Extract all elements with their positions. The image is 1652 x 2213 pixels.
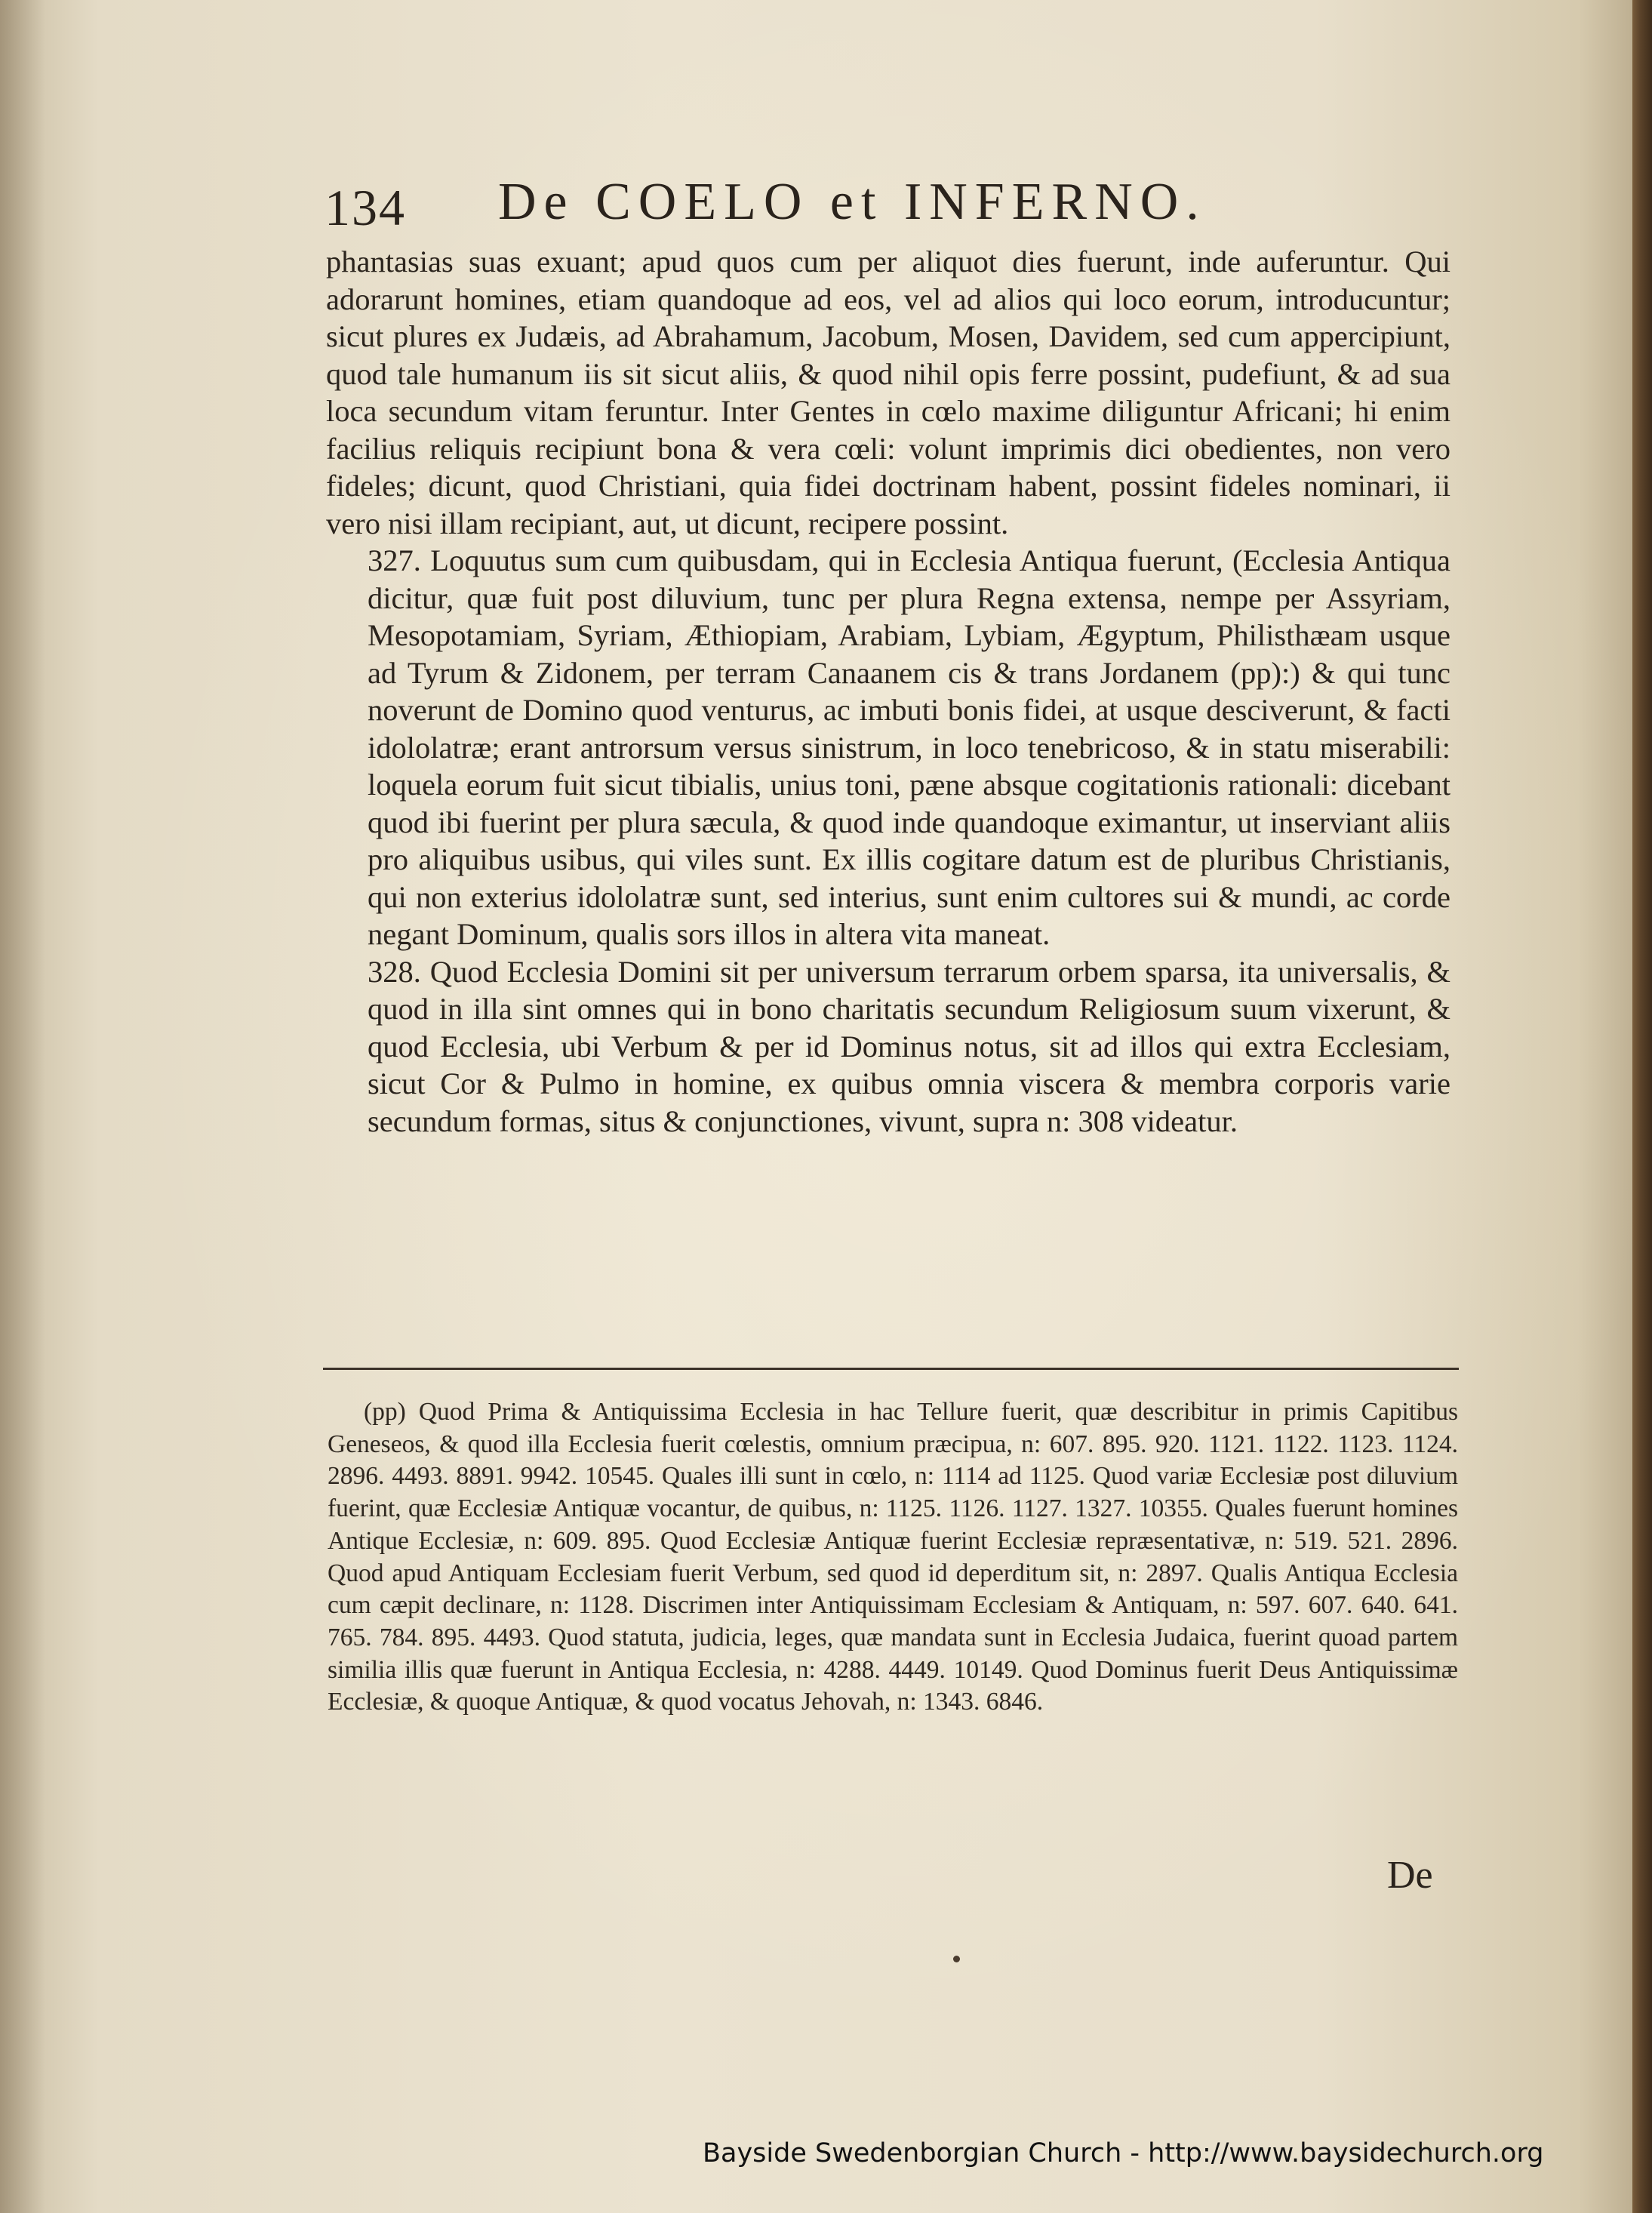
page-number: 134: [325, 179, 406, 236]
paragraph-328: 328. Quod Ecclesia Domini sit per universum terrarum orbem sparsa, ita universalis, & quod in illa sint omnes qui in bono charitatis secundum Religiosum suum vixerunt, & quod Ecclesia, ubi Verbum & per id Dominus notus, sit ad illos qui extra Ecclesiam, sicut Cor & Pulmo in homine, ex quibus omnia viscera & membra corporis varie secundum formas, situs & conjunctiones, vivunt, supra n: 308 videatur.: [368, 954, 1450, 1138]
catchword: De: [1387, 1854, 1433, 1897]
body-text: [326, 243, 1450, 1140]
ink-speck: [953, 1956, 960, 1962]
paragraph-327: 327. Loquutus sum cum quibusdam, qui in Ecclesia Antiqua fuerunt, (Ecclesia Antiqua dicitur, quæ fuit post diluvium, tunc per plura Regna extensa, nempe per Assyriam, Mesopotamiam, Syriam, Æthiopiam, Arabiam, Lybiam, Ægyptum, Philisthæam usque ad Tyrum & Zidonem, per terram Canaanem cis & trans Jordanem (pp):) & qui tunc noverunt de Domino quod venturus, ac imbuti bonis fidei, at usque desciverunt, & facti idololatræ; erant antrorsum versus sinistrum, in loco tenebricoso, & in statu miserabili: loquela eorum fuit sicut tibialis, unius toni, pæne absque cogitationis rationali: dicebant quod ibi fuerint per plura sæcula, & quod inde quandoque eximantur, ut inserviant aliis pro aliquibus usibus, qui viles sunt. Ex illis cogitare datum est de pluribus Christianis, qui non exterius idololatræ sunt, sed interius, sunt enim cultores sui & mundi, ac corde negant Dominum, qualis sors illos in altera vita maneat.: [368, 543, 1450, 951]
running-title: De COELO et INFERNO.: [498, 173, 1207, 231]
page-header: [325, 172, 1336, 240]
source-watermark: Bayside Swedenborgian Church - http://www.baysidechurch.org: [703, 2138, 1544, 2168]
footnote: [328, 1396, 1458, 1719]
paragraph-continued: phantasias suas exuant; apud quos cum per aliquot dies fuerunt, inde auferuntur. Qui adorarunt homines, etiam quandoque ad eos, vel ad alios qui loco eorum, introducuntur; sicut plures ex Judæis, ad Abrahamum, Jacobum, Mosen, Davidem, sed cum appercipiunt, quod tale humanum iis sit sicut aliis, & quod nihil opis ferre possint, pudefiunt, & ad sua loca secundum vitam feruntur. Inter Gentes in cœlo maxime diliguntur Africani; hi enim facilius reliquis recipiunt bona & vera cœli: volunt imprimis dici obedientes, non vero fideles; dicunt, quod Christiani, quia fidei doctrinam habent, possint fideles nominari, ii vero nisi illam recipiant, aut, ut dicunt, recipere possint.: [326, 245, 1450, 540]
footnote-text: (pp) Quod Prima & Antiquissima Ecclesia in hac Tellure fuerit, quæ describitur in primis Capitibus Geneseos, & quod illa Ecclesia fuerit cœlestis, omnium præcipua, n: 607. 895. 920. 1121. 1122. 1123. 1124. 2896. 4493. 8891. 9942. 10545. Quales illi sunt in cœlo, n: 1114 ad 1125. Quod variæ Ecclesiæ post diluvium fuerint, quæ Ecclesiæ Antiquæ vocantur, de quibus, n: 1125. 1126. 1127. 1327. 10355. Quales fuerunt homines Antique Ecclesiæ, n: 609. 895. Quod Ecclesiæ Antiquæ fuerint Ecclesiæ repræsentativæ, n: 519. 521. 2896. Quod apud Antiquam Ecclesiam fuerit Verbum, sed quod id deperditum sit, n: 2897. Qualis Antiqua Ecclesia cum cæpit declinare, n: 1128. Discrimen inter Antiquissimam Ecclesiam & Antiquam, n: 597. 607. 640. 641. 765. 784. 895. 4493. Quod statuta, judicia, leges, quæ mandata sunt in Ecclesia Judaica, fuerint quoad partem similia illis quæ fuerunt in Antiqua Ecclesia, n: 4288. 4449. 10149. Quod Dominus fuerit Deus Antiquissimæ Ecclesiæ, & quoque Antiquæ, & quod vocatus Jehovah, n: 1343. 6846.: [328, 1398, 1458, 1716]
footnote-divider: [323, 1368, 1459, 1370]
binding-edge: [1632, 0, 1652, 2213]
